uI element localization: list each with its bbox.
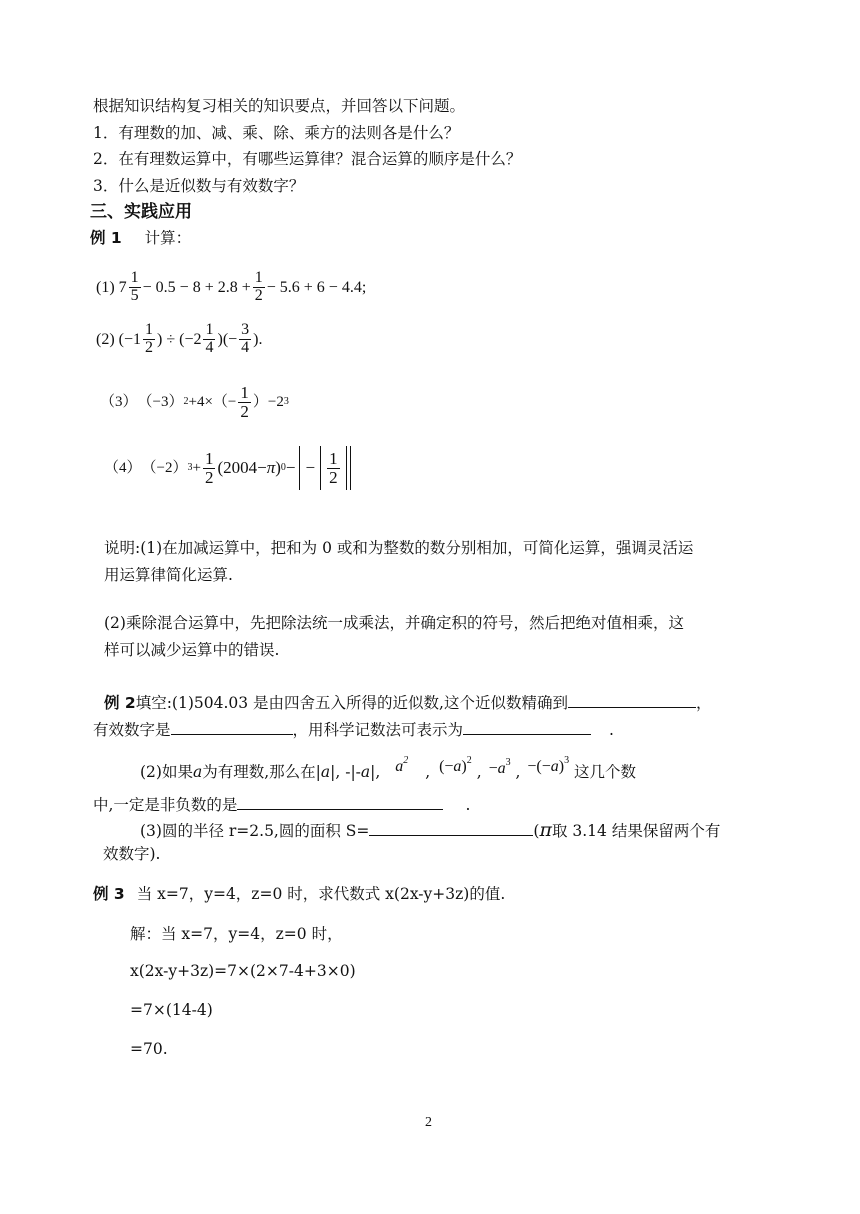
example1-title: 计算： — [144, 229, 192, 247]
note-1b: 用运算律简化运算. — [104, 566, 233, 584]
note-2a: (2)乘除混合运算中，先把除法统一成乘法，并确定积的符号，然后把绝对值相乘，这 — [104, 614, 684, 632]
intro-line-3: 2．在有理数运算中，有哪些运算律？混合运算的顺序是什么？ — [93, 150, 522, 168]
blank-precision[interactable] — [568, 691, 696, 708]
example2-line-4: 中,一定是非负数的是 . — [93, 793, 470, 815]
intro-line-4: 3．什么是近似数与有效数字？ — [93, 177, 305, 195]
minus-neg-a-cubed: −(− a ) $^3$ — [527, 754, 570, 775]
example3-label: 例 3 — [93, 885, 125, 903]
note-2b: 样可以减少运算中的错误. — [104, 641, 280, 659]
absolute-value: − $\frac{1}{2}$ — [299, 446, 351, 490]
blank-area[interactable] — [369, 819, 533, 836]
note-1a: 说明:(1)在加减运算中，把和为 0 或和为整数的数分别相加，可简化运算，强调灵活运 — [104, 539, 694, 557]
example2-label: 例 2 — [104, 694, 136, 712]
fraction: $\frac{1}{2}$ — [254, 269, 263, 304]
intro-line-2: 1．有理数的加、减、乘、除、乘方的法则各是什么？ — [93, 124, 460, 142]
neg-a-squared: (− a ) $^2$ — [439, 754, 472, 775]
example1-problem-3: （3） （−3） 2 +4×（− $\frac{1}{2}$ ）−2 3 — [100, 383, 289, 421]
example3-solution-2: x(2x-y+3z)=7×(2×7-4+3×0) — [130, 962, 356, 980]
example1-problem-2: (2) (−1 $\frac{1}{2}$ ) ÷ (−2 $\frac{1}{4}$ )(− $\frac{3}{4}$ ). — [96, 321, 263, 356]
example1-problem-1: (1) 7 $\frac{1}{5}$ − 0.5 − 8 + 2.8 + $\frac{1}{2}$ − 5.6 + 6 − 4.4; — [96, 269, 367, 304]
example3-solution-4: =70. — [130, 1040, 168, 1058]
example3-question: 例 3 当 x=7，y=4，z=0 时，求代数式 x(2x-y+3z)的值. — [93, 885, 506, 903]
section-title: 三、实践应用 — [90, 202, 192, 222]
example1-problem-4: （4） （−2） 3 + $\frac{1}{2}$ (2004− π ) 0 − − $\frac{1}{2}$ — [104, 446, 354, 490]
pi-symbol: π — [539, 819, 552, 841]
blank-nonnegative[interactable] — [237, 793, 443, 810]
example2-line-6: 效数字). — [103, 845, 161, 863]
example3-solution-3: =7×(14-4) — [130, 1001, 213, 1019]
minus-a-cubed: − a $^3$ — [488, 756, 511, 777]
blank-significant-digits[interactable] — [171, 718, 293, 735]
blank-scientific-notation[interactable] — [463, 718, 591, 735]
a-squared: a $^2$ — [395, 754, 409, 775]
example2-line-2: 有效数字是 ，用科学记数法可表示为 . — [93, 718, 614, 740]
example2-line-1: 例 2填空:(1)504.03 是由四舍五入所得的近似数,这个近似数精确到 ， — [104, 691, 711, 713]
mixed-fraction: 7 $\frac{1}{5}$ — [118, 269, 139, 304]
page-number: 2 — [425, 1115, 432, 1130]
example1-label: 例 1 — [90, 229, 122, 247]
example1-header — [90, 229, 191, 248]
intro-line-1: 根据知识结构复习相关的知识要点，并回答以下问题。 — [93, 97, 466, 115]
example3-solution-1: 解：当 x=7，y=4，z=0 时， — [130, 925, 343, 943]
example2-line-3: (2)如果a为有理数,那么在|a|, -|-a|, a $^2$ , (− a ) $^2$ , − a $^3$ , −(− a ) $^3$ 这几个数 — [140, 754, 637, 781]
example2-line-5: (3)圆的半径 r=2.5,圆的面积 S= (π取 3.14 结果保留两个有 — [140, 819, 721, 841]
